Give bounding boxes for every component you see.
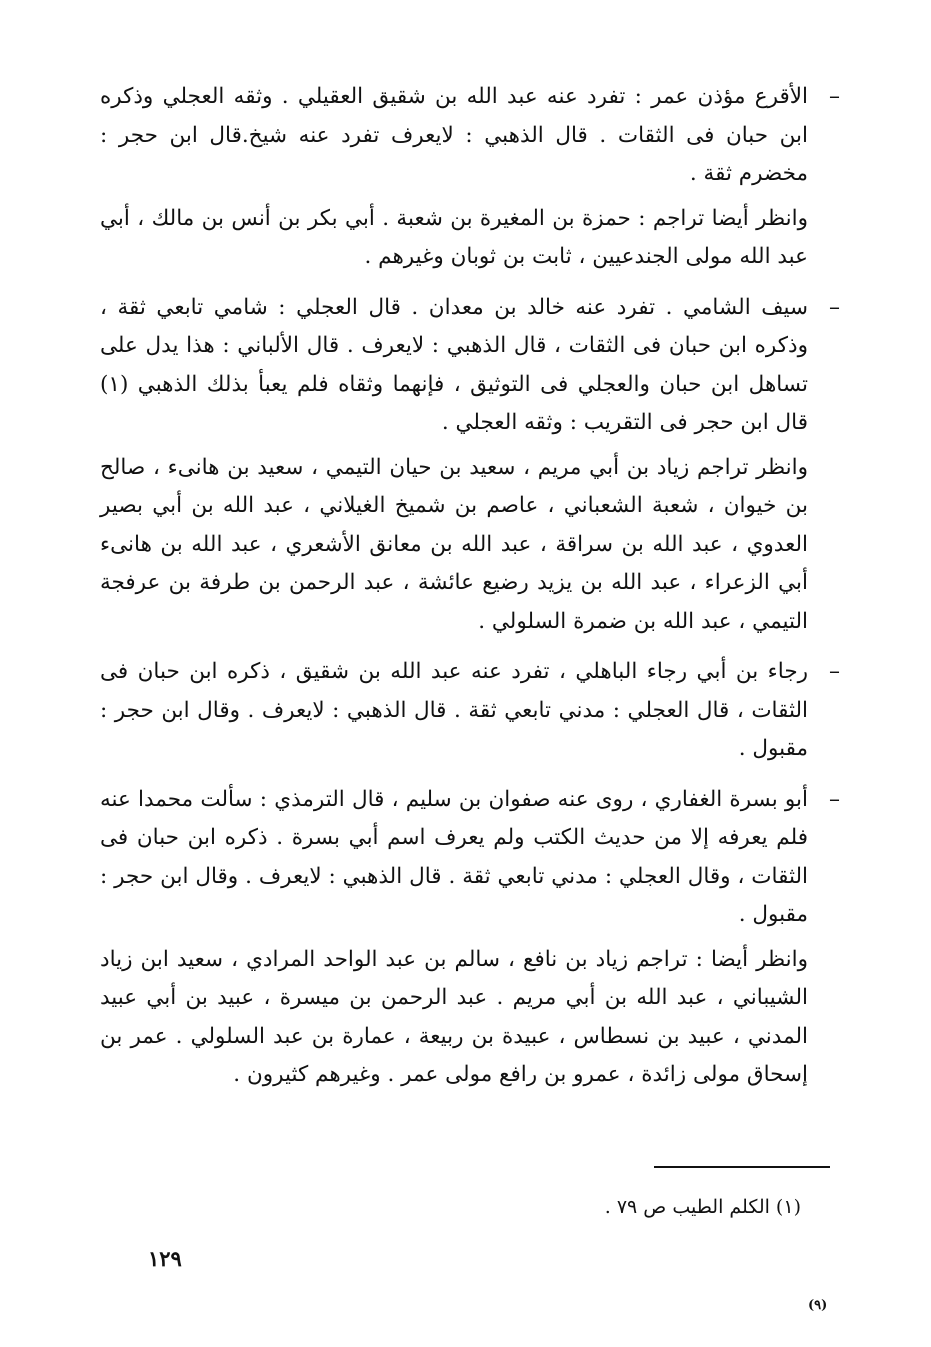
- entry-dash: –: [829, 84, 840, 109]
- entry-dash: –: [829, 786, 840, 812]
- entry-paragraph: أبو بسرة الغفاري ، روى عنه صفوان بن سليم ، قال الترمذي : سألت محمدا عنه فلم يعرفه إلا من حديث الكتب ولم يعرف اسم أبي بسرة . ذكره ابن حبان فى الثقات ، وقال العجلي : مدني تابعي ثقة . قال الذهبي : لايعرف . وقال ابن حجر : مقبول .: [100, 786, 808, 927]
- entry-abu-basra-al-ghifari: [100, 781, 840, 1095]
- see-also-paragraph: وانظر تراجم زياد بن أبي مريم ، سعيد بن حيان التيمي ، سعيد بن هانىء ، صالح بن خيوان ، شعبة الشعباني ، عاصم بن شميخ الغيلاني ، عبد الله بن أبي بصير العدوي ، عبد الله بن سراقة ، عبد الله بن معانق الأشعري ، عبد الله بن هانىء أبي الزعراء ، عبد الله بن يزيد رضيع عائشة ، عبد الرحمن بن طرفة بن عرفجة التيمي ، عبد الله بن ضمرة السلولي .: [100, 454, 808, 634]
- sheet-number: (٩): [808, 1298, 828, 1313]
- entry-sayf-al-shami: [100, 289, 840, 642]
- entry-al-aqra: [100, 78, 840, 277]
- page-number: ١٢٩: [148, 1246, 182, 1271]
- see-also-paragraph: وانظر أيضا : تراجم زياد بن نافع ، سالم بن عبد الواحد المرادي ، سعيد ابن زياد الشيباني ، عبد الله بن أبي مريم . عبد الرحمن بن ميسرة ، عبيد بن أبي عبيد المدني ، عبيد بن نسطاس ، عبيدة بن ربيعة ، عمارة بن عبد السلولي . عمر بن إسحاق مولى زائدة ، عمرو بن رافع مولى عمر . وغيرهم كثيرون .: [100, 946, 808, 1087]
- entry-paragraph: سيف الشامي . تفرد عنه خالد بن معدان . قال العجلي : شامي تابعي ثقة ، وذكره ابن حبان فى الثقات ، قال الذهبي : لايعرف . قال الألباني : هذا يدل على تساهل ابن حبان والعجلي فى التوثيق ، فإنهما وثقاه فلم يعبأ بذلك الذهبي (١) قال ابن حجر فى التقريب : وثقه العجلي .: [100, 294, 808, 435]
- footnote: (١) الكلم الطيب ص ٧٩ .: [604, 1196, 801, 1218]
- entry-raja-al-bahili: [100, 653, 840, 769]
- entry-dash: –: [829, 659, 840, 684]
- entry-dash: –: [829, 294, 840, 320]
- entry-paragraph: رجاء بن أبي رجاء الباهلي ، تفرد عنه عبد الله بن شقيق ، ذكره ابن حبان فى الثقات ، قال العجلي : مدني تابعي ثقة . قال الذهبي : لايعرف . وقال ابن حجر : مقبول .: [100, 659, 808, 761]
- entry-paragraph: الأقرع مؤذن عمر : تفرد عنه عبد الله بن شقيق العقيلي . وثقه العجلي وذكره ابن حبان فى الثقات . قال الذهبي : لايعرف تفرد عنه شيخ.قال ابن حجر : مخضرم ثقة .: [100, 84, 808, 186]
- footnote-separator: [654, 1166, 830, 1168]
- entries-list: [100, 78, 840, 1105]
- see-also-paragraph: وانظر أيضا تراجم : حمزة بن المغيرة بن شعبة . أبي بكر بن أنس بن مالك ، أبي عبد الله مولى الجندعيين ، ثابت بن ثوبان وغيرهم .: [100, 205, 808, 269]
